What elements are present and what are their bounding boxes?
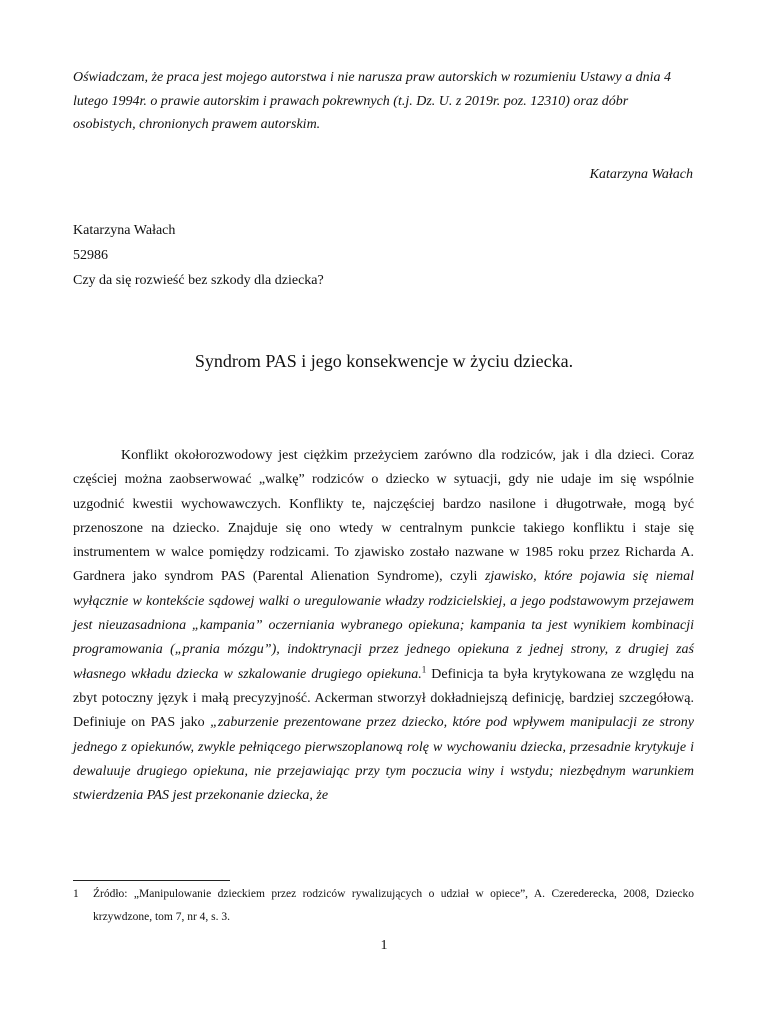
declaration-text: Oświadczam, że praca jest mojego autorstwa i nie narusza praw autorskich w rozumieniu Ustawy a dnia 4 lutego 1994r. o prawie autorskim i prawach pokrewnych (t.j. Dz. U. z 2019r. poz. 12310) oraz dóbr osobistych, chronionych prawem autorskim. <box>73 70 671 132</box>
body-text <box>73 444 694 808</box>
document-title: Syndrom PAS i jego konsekwencje w życiu dziecka. <box>194 351 574 371</box>
footnote <box>73 883 694 929</box>
authorship-declaration <box>73 66 694 137</box>
student-id: 52986 <box>73 248 108 263</box>
footnote-text: Źródło: „Manipulowanie dzieckiem przez rodziców rywalizujących o udział w opiece”, A. Czerederecka, 2008, Dziecko krzywdzone, tom 7, nr 4, s. 3. <box>93 888 694 923</box>
body-text-part: Konflikt okołorozwodowy jest ciężkim przeżyciem zarówno dla rodziców, jak i dla dzieci. Coraz częściej można zaobserwować „walkę” rodziców o dziecko w sytuacji, gdy nie udaje im się wspólnie uzgodnić kwestii wychowawczych. Konflikty te, najczęściej bardzo nasilone i długotrwałe, mogą być przenoszone na dziecko. Znajduje się ono wtedy w centralnym punkcie takiego konfliktu i staje się instrumentem w walce pomiędzy rodzicami. To zjawisko zostało nazwane w 1985 roku przez Richarda A. Gardnera jako syndrom PAS (Parental Alienation Syndrome), czyli <box>73 448 694 585</box>
footnote-number: 1 <box>73 888 79 900</box>
quote-gardner-definition: zjawisko, które pojawia się niemal wyłącznie w kontekście sądowej walki o uregulowanie władzy rodzicielskiej, a jego podstawowym przejawem jest nieuzasadniona „kampania” oczerniania wybranego opiekuna; kampania ta jest wynikiem kombinacji programowania („prania mózgu”), indoktrynacji przez jednego opiekuna z jednej strony, z drugiej zaś własnego wkładu dziecka w szkalowanie drugiego opiekuna. <box>73 569 694 682</box>
footnote-reference[interactable]: 1 <box>421 664 427 675</box>
body-paragraph <box>73 444 694 808</box>
quote-ackerman-definition: „zaburzenie prezentowane przez dziecko, które pod wpływem manipulacji ze strony jednego z opiekunów, zwykle pełniącego pierwszoplanową rolę w wychowaniu dziecka, przesadnie krytykuje i dewaluuje drugiego opiekuna, nie przejawiając przy tym poczucia winy i wstydu; niezbędnym warunkiem stwierdzenia PAS jest przekonanie dziecka, że <box>73 715 695 804</box>
page-number: 1 <box>380 938 388 953</box>
author-name: Katarzyna Wałach <box>73 223 176 238</box>
declaration-signature: Katarzyna Wałach <box>589 167 693 182</box>
author-info <box>73 218 324 293</box>
body-text-continuation: Definicja ta była krytykowana ze względu na zbyt potoczny język i małą precyzyjność. Ackerman stworzył dokładniejszą definicję, bardziej szczegółową. Definiuje on PAS jako <box>73 666 694 731</box>
footnote-separator <box>73 880 230 881</box>
research-question: Czy da się rozwieść bez szkody dla dziecka? <box>73 273 324 288</box>
